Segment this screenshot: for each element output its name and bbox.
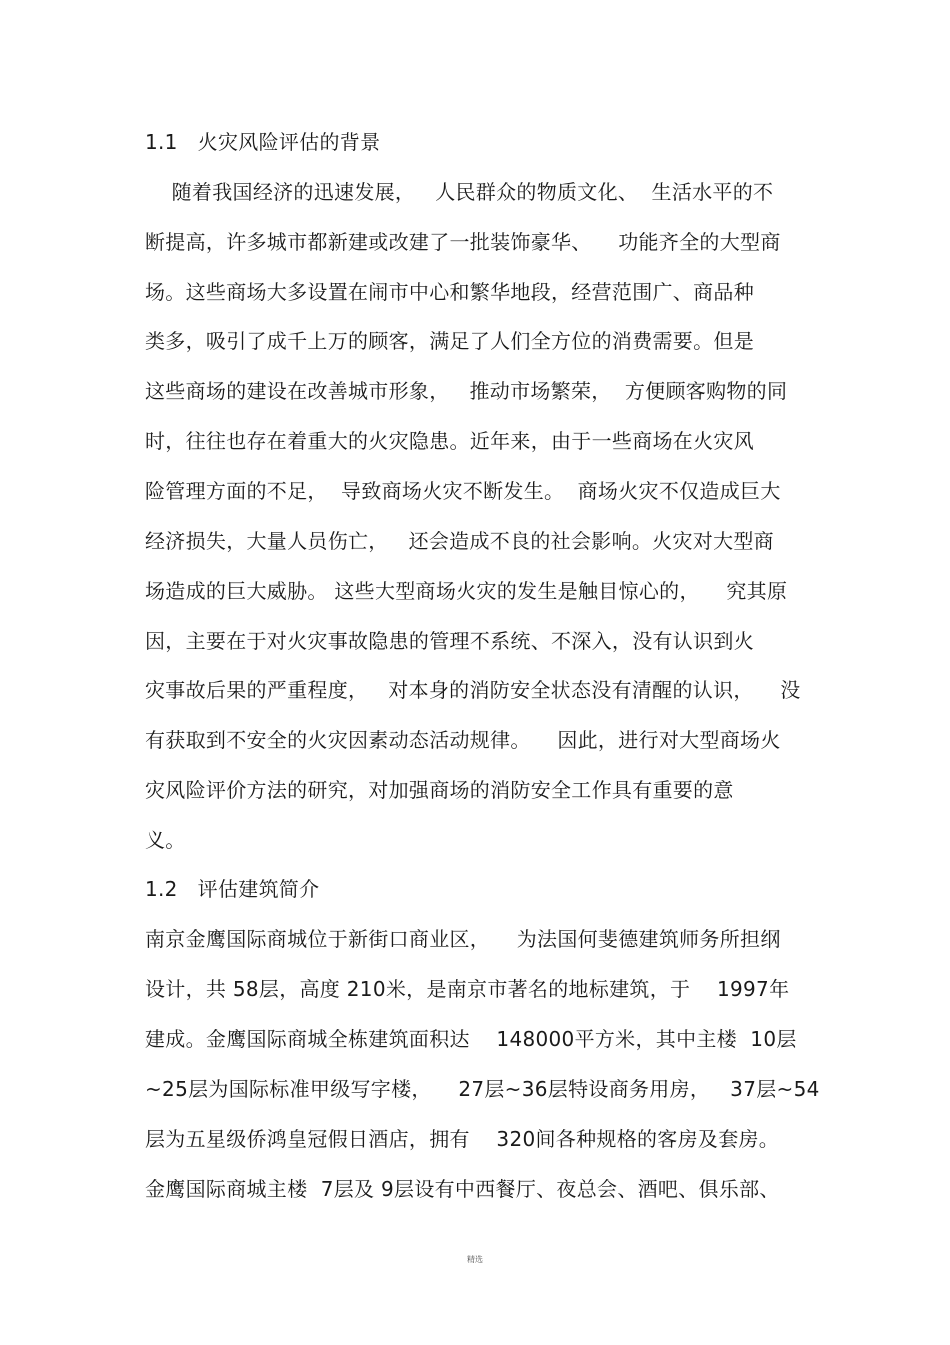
paragraph-line: 因，主要在于对火灾事故隐患的管理不系统、不深入，没有认识到火	[145, 629, 754, 653]
paragraph-line: 场。这些商场大多设置在闹市中心和繁华地段，经营范围广、商品种	[145, 280, 754, 304]
paragraph-line: 设计，共 58层，高度 210米，是南京市著名的地标建筑，于 1997年	[145, 977, 790, 1001]
section-heading-1-1: 1.1 火灾风险评估的背景	[145, 130, 381, 154]
paragraph-line: 类多，吸引了成千上万的顾客，满足了人们全方位的消费需要。但是	[145, 329, 754, 353]
paragraph-line: 险管理方面的不足， 导致商场火灾不断发生。 商场火灾不仅造成巨大	[145, 479, 781, 503]
paragraph-line: 随着我国经济的迅速发展， 人民群众的物质文化、 生活水平的不	[145, 180, 774, 204]
paragraph-line: 有获取到不安全的火灾因素动态活动规律。 因此，进行对大型商场火	[145, 728, 781, 752]
paragraph-line: 场造成的巨大威胁。 这些大型商场火灾的发生是触目惊心的， 究其原	[145, 579, 788, 603]
paragraph-line: 经济损失，大量人员伤亡， 还会造成不良的社会影响。火灾对大型商	[145, 529, 774, 553]
section-heading-1-2: 1.2 评估建筑简介	[145, 877, 320, 901]
paragraph-line: 灾事故后果的严重程度， 对本身的消防安全状态没有清醒的认识， 没	[145, 678, 801, 702]
paragraph-line: 断提高，许多城市都新建或改建了一批装饰豪华、 功能齐全的大型商	[145, 230, 781, 254]
paragraph-line: 灾风险评价方法的研究，对加强商场的消防安全工作具有重要的意	[145, 778, 734, 802]
paragraph-line: 义。	[145, 828, 186, 852]
paragraph-line: 南京金鹰国际商城位于新街口商业区， 为法国何斐德建筑师务所担纲	[145, 927, 781, 951]
paragraph-line: 层为五星级侨鸿皇冠假日酒店，拥有 320间各种规格的客房及套房。	[145, 1127, 780, 1151]
page-footer-label: 精选	[467, 1255, 483, 1264]
paragraph-line: 金鹰国际商城主楼 7层及 9层设有中西餐厅、夜总会、酒吧、俱乐部、	[145, 1177, 780, 1201]
paragraph-line: 这些商场的建设在改善城市形象， 推动市场繁荣， 方便顾客购物的同	[145, 379, 788, 403]
paragraph-line: 建成。金鹰国际商城全栋建筑面积达 148000平方米，其中主楼 10层	[145, 1027, 797, 1051]
paragraph-line: ~25层为国际标准甲级写字楼， 27层~36层特设商务用房， 37层~54	[145, 1077, 820, 1101]
paragraph-line: 时，往往也存在着重大的火灾隐患。近年来，由于一些商场在火灾风	[145, 429, 754, 453]
